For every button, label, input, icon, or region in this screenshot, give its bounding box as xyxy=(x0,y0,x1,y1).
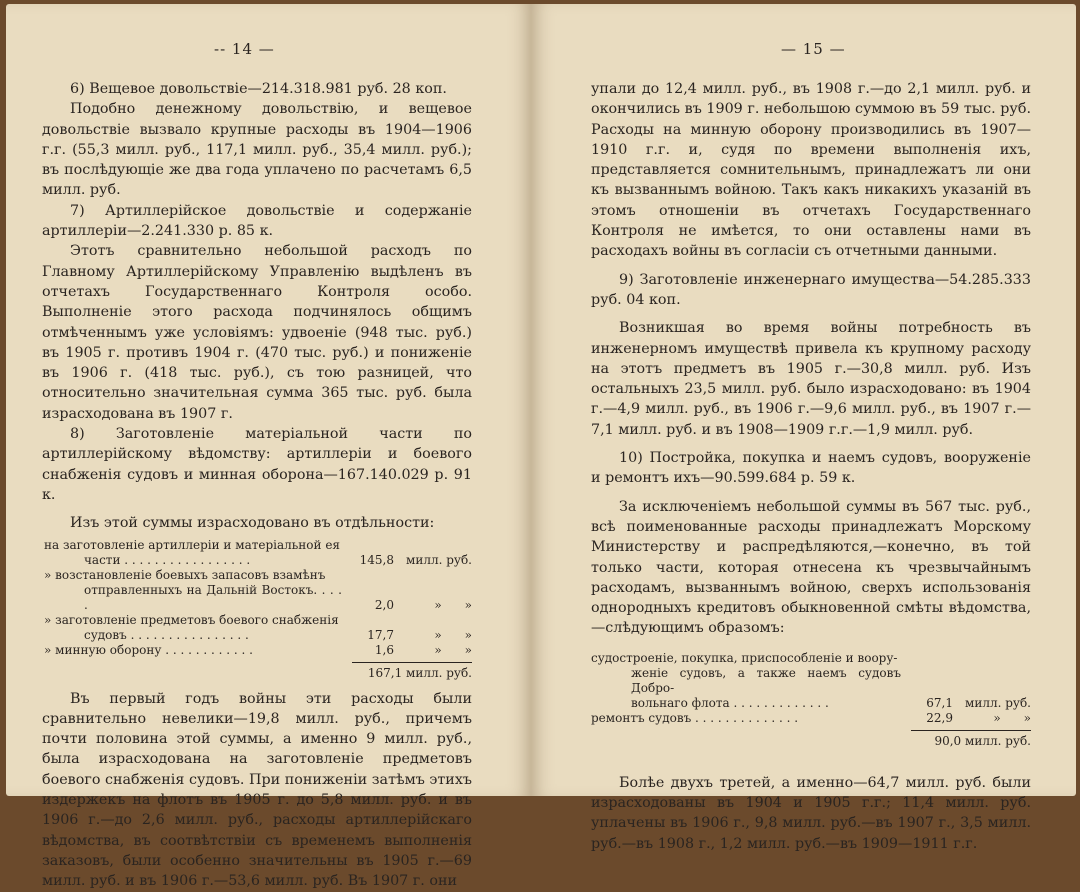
table-intro: Изъ этой суммы израсходовано въ отдѣльности: xyxy=(70,515,435,532)
row-unit: » » xyxy=(434,627,472,642)
page-body xyxy=(591,79,1031,854)
table-row xyxy=(42,568,472,613)
total-rule xyxy=(911,730,1031,731)
table-row xyxy=(42,538,472,568)
row-amount: 22,9 xyxy=(926,710,953,725)
row-unit: милл. руб. xyxy=(965,695,1031,710)
row-description: женіе судовъ, а также наемъ судовъ Добро- xyxy=(631,665,901,695)
row-description: на заготовленіе артиллеріи и матеріальной ея xyxy=(44,537,341,552)
row-amount: 17,7 xyxy=(367,627,394,642)
table-row xyxy=(591,651,1031,711)
row-unit: » » xyxy=(993,710,1031,725)
row-description: судостроеніе, покупка, приспособленіе и воору- xyxy=(591,650,898,665)
paragraph: Въ первый годъ войны эти расходы были сравнительно невелики—19,8 милл. руб., причемъ почти половина этой суммы, а именно 9 милл. руб., была израсходована на заготовленіе предметовъ боевого снабженія судовъ. При пониженіи затѣмъ этихъ издержекъ на флотъ въ 1905 г. до 5,8 милл. руб. и въ 1906 г.—до 2,6 милл. руб., расходы артиллерійскаго вѣдомства, въ соотвѣтствіи съ временемъ выполненія заказовъ, были особенно значительны въ 1905 г.—69 милл. руб. и въ 1906 г.—53,6 милл. руб. Въ 1907 г. они xyxy=(42,690,472,890)
row-description: » заготовленіе предметовъ боевого снабженія xyxy=(44,612,339,627)
row-unit: милл. руб. xyxy=(406,552,472,567)
paragraph: Болѣе двухъ третей, а именно—64,7 милл. руб. были израсходованы въ 1904 и 1905 г.г.; 11,4 милл. руб. уплачены въ 1906 г., 9,8 милл. руб.—въ 1907 г., 3,5 милл. руб.—въ 1908 г., 1,2 милл. руб.—въ 1909—1911 г.г. xyxy=(591,774,1031,852)
row-unit: » » xyxy=(434,642,472,657)
paragraph: 6) Вещевое довольствіе—214.318.981 руб. 28 коп. xyxy=(70,81,447,97)
table-total: 167,1 милл. руб. xyxy=(367,665,472,680)
paragraph: 8) Заготовленіе матеріальной части по артиллерійскому вѣдомству: артиллеріи и боевого снабженія судовъ и минная оборона—167.140.029 р. 91 к. xyxy=(42,426,472,503)
row-unit: » » xyxy=(434,597,472,612)
page-number: -- 14 — xyxy=(214,40,275,58)
left-page xyxy=(6,4,531,890)
paragraph: За исключеніемъ небольшой суммы въ 567 тыс. руб., всѣ поименованные расходы принадлежатъ Морскому Министерству и распредѣляются,—конечно, въ той только части, которая отнесена къ чрезвычайнымъ расходамъ, вызваннымъ войною, сверхъ использованія однородныхъ кредитовъ обыкновенной смѣты вѣдомства,—слѣдующимъ образомъ: xyxy=(591,498,1031,637)
row-description: » минную оборону . . . . . . . . . . . . xyxy=(44,642,253,657)
table-row xyxy=(42,613,472,643)
paragraph: Этотъ сравнительно небольшой расходъ по Главному Артиллерійскому Управленію выдѣленъ въ отчетахъ Государственнаго Контроля особо. Выполненіе этого расхода подчинялось общимъ отмѣченнымъ уже условіямъ: удвоеніе (948 тыс. руб.) въ 1905 г. противъ 1904 г. (470 тыс. руб.) и пониженіе въ 1906 г. (418 тыс. руб.), съ тою разницей, что относительно значительная сумма 365 тыс. руб. была израсходована въ 1907 г. xyxy=(42,243,472,422)
page-number: — 15 — xyxy=(781,40,846,58)
paragraph: упали до 12,4 милл. руб., въ 1908 г.—до 2,1 милл. руб. и окончились въ 1909 г. небольшою суммою въ 59 тыс. руб. Расходы на минную оборону производились въ 1907—1910 г.г. и, судя по времени выполненія ихъ, представляется сомнительнымъ, принадлежатъ ли они къ вызваннымъ войною. Такъ какъ никакихъ указаній въ этомъ отношеніи въ отчетахъ Государственнаго Контроля не имѣется, то они оставлены нами въ расходахъ войны въ согласіи съ отчетными данными. xyxy=(591,81,1031,260)
row-description: » возстановленіе боевыхъ запасовъ взамѣнъ xyxy=(44,567,326,582)
row-amount: 67,1 xyxy=(926,695,953,710)
expense-table xyxy=(42,538,472,681)
row-amount: 2,0 xyxy=(374,597,394,612)
paragraph: 9) Заготовленіе инженернаго имущества—54.285.333 руб. 04 коп. xyxy=(591,271,1031,308)
total-rule xyxy=(352,662,472,663)
table-row xyxy=(42,643,472,658)
row-amount: 145,8 xyxy=(359,552,394,567)
table-total: 90,0 милл. руб. xyxy=(934,733,1031,748)
row-description: судовъ . . . . . . . . . . . . . . . . xyxy=(84,627,249,642)
right-page xyxy=(531,4,1076,852)
row-description: отправленныхъ на Дальній Востокъ. . . . . xyxy=(84,582,342,612)
row-description: вольнаго флота . . . . . . . . . . . . . xyxy=(631,695,829,710)
paragraph: Подобно денежному довольствію, и вещевое довольствіе вызвало крупные расходы въ 1904—1906 г.г. (55,3 милл. руб., 117,1 милл. руб., 35,4 милл. руб.); въ послѣдующіе же два года уплачено по расчетамъ 6,5 милл. руб. xyxy=(42,101,472,199)
page-body xyxy=(42,79,472,892)
row-amount: 1,6 xyxy=(374,642,394,657)
paragraph: 7) Артиллерійское довольствіе и содержаніе артиллеріи—2.241.330 р. 85 к. xyxy=(42,202,472,240)
expense-table xyxy=(591,651,1031,749)
paragraph: 10) Постройка, покупка и наемъ судовъ, вооруженіе и ремонтъ ихъ—90.599.684 р. 59 к. xyxy=(591,450,1031,487)
table-row xyxy=(591,711,1031,726)
row-description: части . . . . . . . . . . . . . . . . . xyxy=(84,552,251,567)
row-description: ремонтъ судовъ . . . . . . . . . . . . . . xyxy=(591,710,799,725)
paragraph: Возникшая во время войны потребность въ инженерномъ имуществѣ привела къ крупному расходу на этотъ предметъ въ 1905 г.—30,8 милл. руб. Изъ остальныхъ 23,5 милл. руб. было израсходовано: въ 1904 г.—4,9 милл. руб., въ 1906 г.—9,6 милл. руб., въ 1907 г.—7,1 милл. руб. и въ 1908—1909 г.г.—1,9 милл. руб. xyxy=(591,320,1031,438)
